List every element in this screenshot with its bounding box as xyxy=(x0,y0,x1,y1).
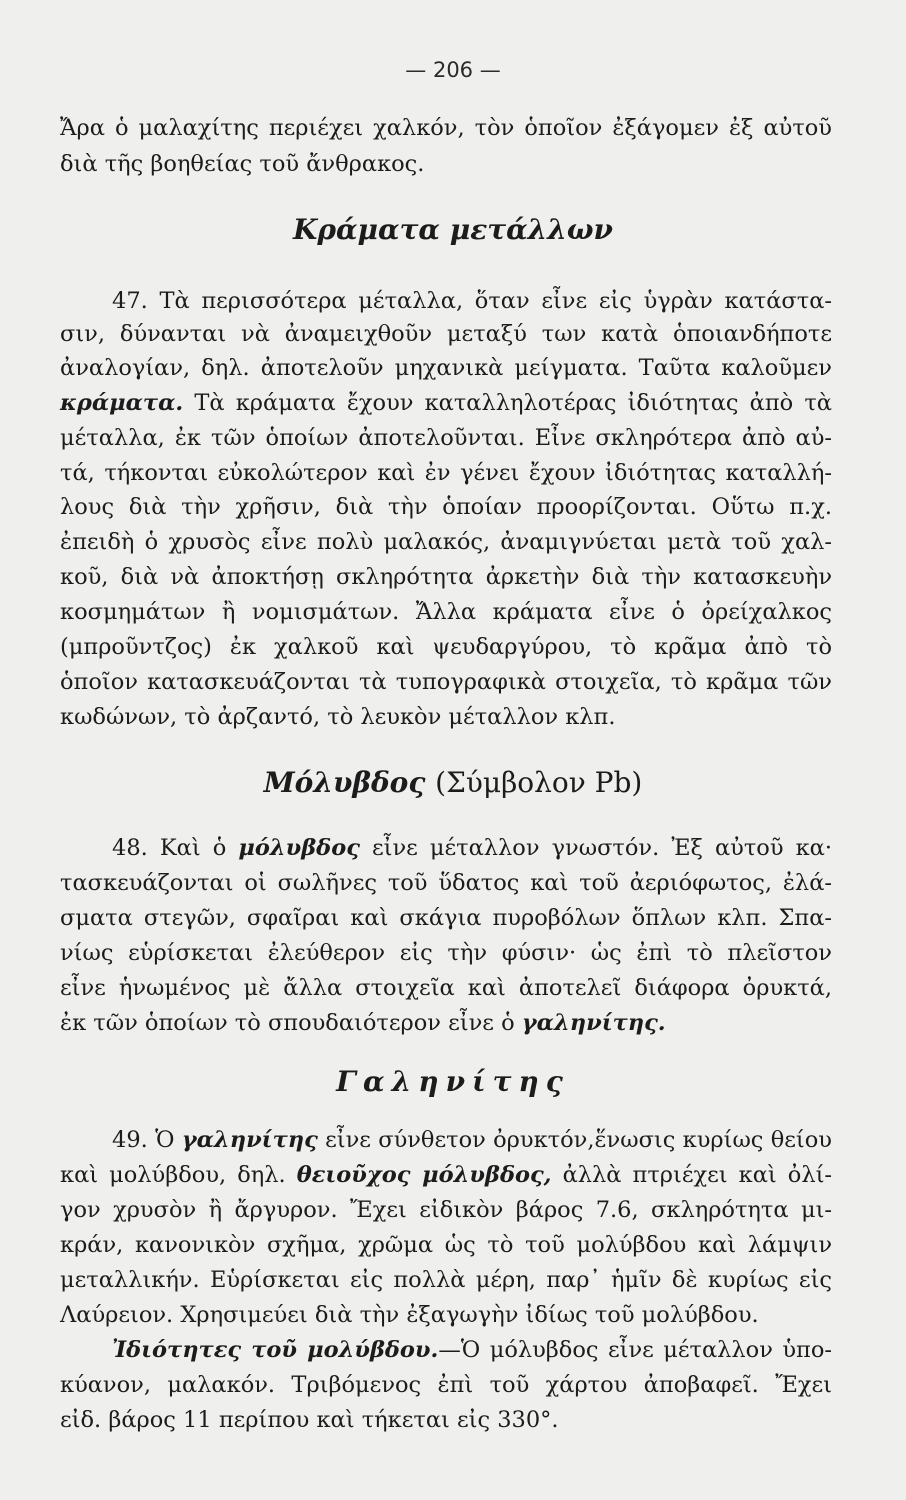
p49-line: γον χρυσὸν ἢ ἄργυρον. Ἔχει εἰδικὸν βάρος 7.6, σκληρότητα μι- xyxy=(60,1197,832,1223)
p48-text: 48. Καὶ ὁ xyxy=(112,835,239,861)
intro-line-1: Ἄρα ὁ μαλαχίτης περιέχει χαλκόν, τὸν ὁποῖον ἐξάγομεν ἐξ αὐτοῦ xyxy=(60,115,832,141)
p49-text: εἶνε σύνθετον ὀρυκτόν,ἕνωσις κυρίως θείου xyxy=(317,1127,832,1153)
term-alloys: κράματα. xyxy=(60,390,184,416)
p47-line: κοῦ, διὰ νὰ ἀποκτήσῃ σκληρότητα ἀρκετὴν διὰ τὴν κατασκευὴν xyxy=(60,564,832,590)
props-line xyxy=(112,1334,832,1366)
p48-line: νίως εὑρίσκεται ἐλεύθερον εἰς τὴν φύσιν· ὡς ἐπὶ τὸ πλεῖστον xyxy=(60,940,832,966)
p47-line xyxy=(60,387,832,419)
props-line: κύανον, μαλακόν. Τριβόμενος ἐπὶ τοῦ χάρτου ἀποβαφεῖ. Ἔχει xyxy=(60,1372,832,1398)
term-lead-properties: Ἰδιότητες τοῦ μολύβδου. xyxy=(112,1337,439,1363)
p49-text: 49. Ὁ xyxy=(112,1127,182,1153)
p49-line: κράν, κανονικὸν σχῆμα, χρῶμα ὡς τὸ τοῦ μολύβδου καὶ λάμψιν xyxy=(60,1232,832,1258)
p48-line: τασκευάζονται οἱ σωλῆνες τοῦ ὕδατος καὶ τοῦ ἀεριόφωτος, ἐλά- xyxy=(60,870,832,896)
p47-line: ἐπειδὴ ὁ χρυσὸς εἶνε πολὺ μαλακός, ἀναμιγνύεται μετὰ τοῦ χαλ- xyxy=(60,529,832,555)
p47-line: ἀναλογίαν, δηλ. ἀποτελοῦν μηχανικὰ μείγματα. Ταῦτα καλοῦμεν xyxy=(60,355,832,381)
p48-text: ἐκ τῶν ὁποίων τὸ σπουδαιότερον εἶνε ὁ xyxy=(60,1010,522,1036)
p49-line: Λαύρειον. Χρησιμεύει διὰ τὴν ἐξαγωγὴν ἰδίως τοῦ μολύβδου. xyxy=(60,1302,759,1328)
p47-line: σιν, δύνανται νὰ ἀναμειχθοῦν μεταξύ των κατὰ ὁποιανδήποτε xyxy=(60,321,832,347)
term-galena: γαληνίτης xyxy=(181,1127,318,1153)
section-title-galena: Γαληνίτης xyxy=(336,1065,570,1098)
page-number: — 206 — xyxy=(405,58,501,82)
p47-line: λους διὰ τὴν χρῆσιν, διὰ τὴν ὁποίαν προορίζονται. Οὕτω π.χ. xyxy=(60,494,832,520)
term-galena: γαληνίτης. xyxy=(521,1010,666,1036)
p47-line: τά, τήκονται εὐκολώτερον καὶ ἐν γένει ἔχουν ἰδιότητας καταλλή- xyxy=(60,460,832,486)
p48-line: σματα στεγῶν, σφαῖραι καὶ σκάγια πυροβόλων ὅπλων κλπ. Σπα- xyxy=(60,905,832,931)
p47-line: 47. Τὰ περισσότερα μέταλλα, ὅταν εἶνε εἰς ὑγρὰν κατάστα- xyxy=(112,288,832,314)
lead-symbol: (Σύμβολον Pb) xyxy=(435,766,643,799)
p49-text: καὶ μολύβδου, δηλ. xyxy=(60,1162,297,1188)
p48-line xyxy=(112,832,832,864)
term-lead: μόλυβδος xyxy=(238,835,360,861)
props-text: —Ὁ μόλυβδος εἶνε μέταλλον ὑπο- xyxy=(438,1337,832,1363)
p47-line: ὁποῖον κατασκευάζονται τὰ τυπογραφικὰ στοιχεῖα, τὸ κρᾶμα τῶν xyxy=(60,669,832,695)
p48-line: εἶνε ἡνωμένος μὲ ἄλλα στοιχεῖα καὶ ἀποτελεῖ διάφορα ὀρυκτά, xyxy=(60,975,832,1001)
section-title-alloys: Κράματα μετάλλων xyxy=(293,213,613,246)
p49-line xyxy=(112,1124,832,1156)
term-lead-sulfide: θειοῦχος μόλυβδος, xyxy=(296,1162,552,1188)
section-title-lead xyxy=(0,763,906,803)
p48-line xyxy=(60,1007,832,1039)
p47-line: (μπροῦντζος) ἐκ χαλκοῦ καὶ ψευδαργύρου, τὸ κρᾶμα ἀπὸ τὸ xyxy=(60,634,832,660)
p47-line: κοσμημάτων ἢ νομισμάτων. Ἄλλα κράματα εἶνε ὁ ὀρείχαλκος xyxy=(60,599,832,625)
p49-line xyxy=(60,1159,832,1191)
lead-title: Μόλυβδος xyxy=(263,766,426,799)
p48-text: εἶνε μέταλλον γνωστόν. Ἐξ αὐτοῦ κα· xyxy=(359,835,832,861)
intro-line-2: διὰ τῆς βοηθείας τοῦ ἄνθρακος. xyxy=(60,151,425,177)
p49-line: μεταλλικήν. Εὑρίσκεται εἰς πολλὰ μέρη, παρ᾽ ἡμῖν δὲ κυρίως εἰς xyxy=(60,1267,832,1293)
props-line: εἰδ. βάρος 11 περίπου καὶ τήκεται εἰς 330°. xyxy=(60,1407,559,1433)
p47-text: Τὰ κράματα ἔχουν καταλληλοτέρας ἰδιότητας ἀπὸ τὰ xyxy=(183,390,832,416)
p47-line: μέταλλα, ἐκ τῶν ὁποίων ἀποτελοῦνται. Εἶνε σκληρότερα ἀπὸ αὐ- xyxy=(60,425,832,451)
p49-text: ἀλλὰ πτριέχει καὶ ὀλί- xyxy=(551,1162,832,1188)
p47-line: κωδώνων, τὸ ἀρζαντό, τὸ λευκὸν μέταλλον κλπ. xyxy=(60,704,616,730)
